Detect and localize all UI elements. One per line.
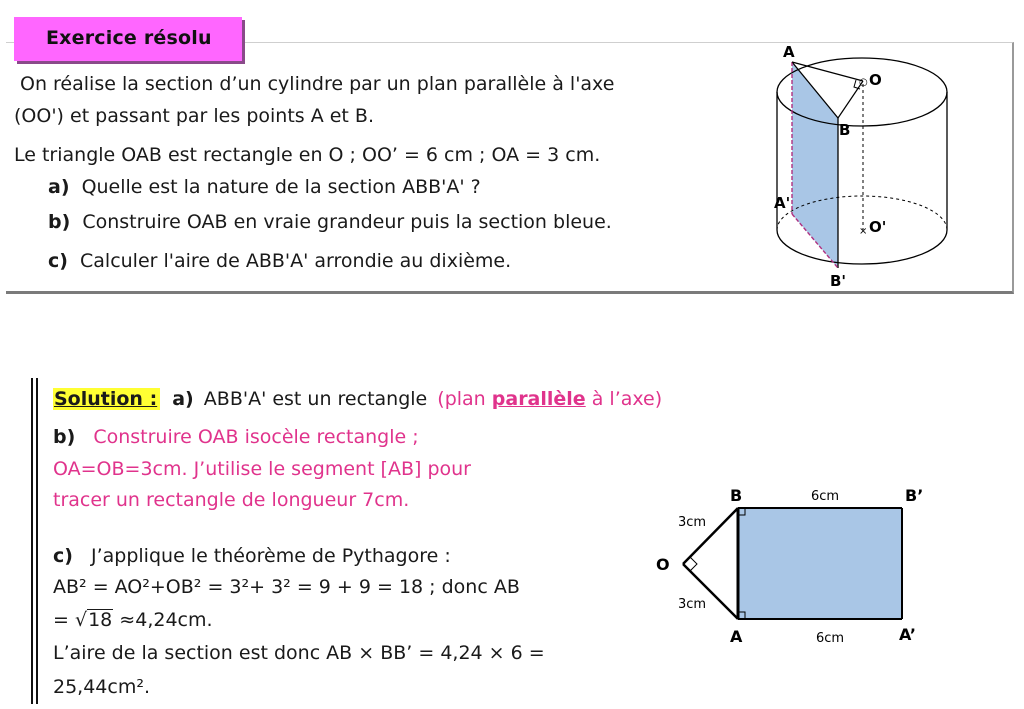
solution-c-line1-text: J’applique le théorème de Pythagore : xyxy=(91,545,451,567)
length-bottom-label: 6cm xyxy=(816,631,845,646)
exercise-title: Exercice résolu xyxy=(46,27,212,49)
label-A-prime: A' xyxy=(774,194,791,212)
exercise-line-2: (OO') et passant par les points A et B. xyxy=(14,105,374,127)
length-top-label: 6cm xyxy=(811,489,840,504)
solution-c-letter: c) xyxy=(53,545,73,567)
exercise-line-3: Le triangle OAB est rectangle en O ; OO’ = 6 cm ; OA = 3 cm. xyxy=(14,144,601,166)
question-b-text: Construire OAB en vraie grandeur puis la section bleue. xyxy=(82,211,612,233)
solution-c-line-2: AB² = AO²+OB² = 3²+ 3² = 9 + 9 = 18 ; donc AB xyxy=(53,576,520,598)
solution-label: Solution : xyxy=(53,388,160,410)
solution-b-letter: b) xyxy=(53,426,76,448)
solution-c-eq: = xyxy=(53,609,75,631)
solution-a-keyword: parallèle xyxy=(491,388,586,410)
blue-section xyxy=(792,62,838,268)
o-prime-point-mark: × xyxy=(859,226,868,237)
rect-label-B: B xyxy=(730,486,743,505)
question-a-text: Quelle est la nature de la section ABB'A' ? xyxy=(81,176,481,198)
oa-length-label: 3cm xyxy=(678,597,707,612)
rectangle-figure xyxy=(640,480,940,650)
solution-c-approx: ≈4,24cm. xyxy=(113,609,213,631)
question-c-letter: c) xyxy=(48,250,68,272)
solution-c-line-3 xyxy=(53,609,213,631)
solution-b-line-2: OA=OB=3cm. J’utilise le segment [AB] pour xyxy=(53,458,471,480)
solution-b-line1-text: Construire OAB isocèle rectangle ; xyxy=(93,426,419,448)
label-A: A xyxy=(783,43,795,61)
cylinder-figure xyxy=(760,40,990,295)
solution-a-paren-open: (plan xyxy=(437,388,492,410)
solution-a-letter: a) xyxy=(172,388,194,410)
solution-bar-1 xyxy=(31,378,33,704)
solution-c-line-4: L’aire de la section est donc AB × BB’ = 4,24 × 6 = xyxy=(53,642,545,664)
rect-label-O: O xyxy=(656,555,670,574)
ob-length-label: 3cm xyxy=(678,515,707,530)
solution-bar-2 xyxy=(36,378,38,704)
question-c xyxy=(48,250,511,272)
solution-b-line-3: tracer un rectangle de longueur 7cm. xyxy=(53,489,410,511)
exercise-line-1: On réalise la section d’un cylindre par un plan parallèle à l'axe xyxy=(20,73,615,95)
solution-b-line-1 xyxy=(53,426,419,448)
question-a xyxy=(48,176,481,198)
question-b-letter: b) xyxy=(48,211,71,233)
label-B: B xyxy=(839,121,851,139)
right-angle-O-mark xyxy=(690,557,697,571)
solution-a-line xyxy=(53,388,662,410)
label-O: O xyxy=(869,71,882,89)
sqrt-radicand: 18 xyxy=(88,609,113,631)
rect-label-A-prime: A’ xyxy=(899,625,916,644)
rect-label-B-prime: B’ xyxy=(905,486,924,505)
question-c-text: Calculer l'aire de ABB'A' arrondie au dixième. xyxy=(80,250,512,272)
question-a-letter: a) xyxy=(48,176,70,198)
section-rectangle-fill xyxy=(738,508,902,619)
sqrt-sign: √ xyxy=(74,609,88,631)
solution-c-line-5: 25,44cm². xyxy=(53,676,151,698)
question-b xyxy=(48,211,612,233)
label-B-prime: B' xyxy=(830,272,847,290)
o-point-mark: ○ xyxy=(859,77,868,88)
label-O-prime: O' xyxy=(869,218,887,236)
solution-a-paren xyxy=(437,388,662,410)
solution-a-text: ABB'A' est un rectangle xyxy=(203,388,428,410)
rect-label-A: A xyxy=(730,627,743,646)
solution-c-line-1 xyxy=(53,545,451,567)
solution-a-paren-close: à l’axe) xyxy=(585,388,663,410)
